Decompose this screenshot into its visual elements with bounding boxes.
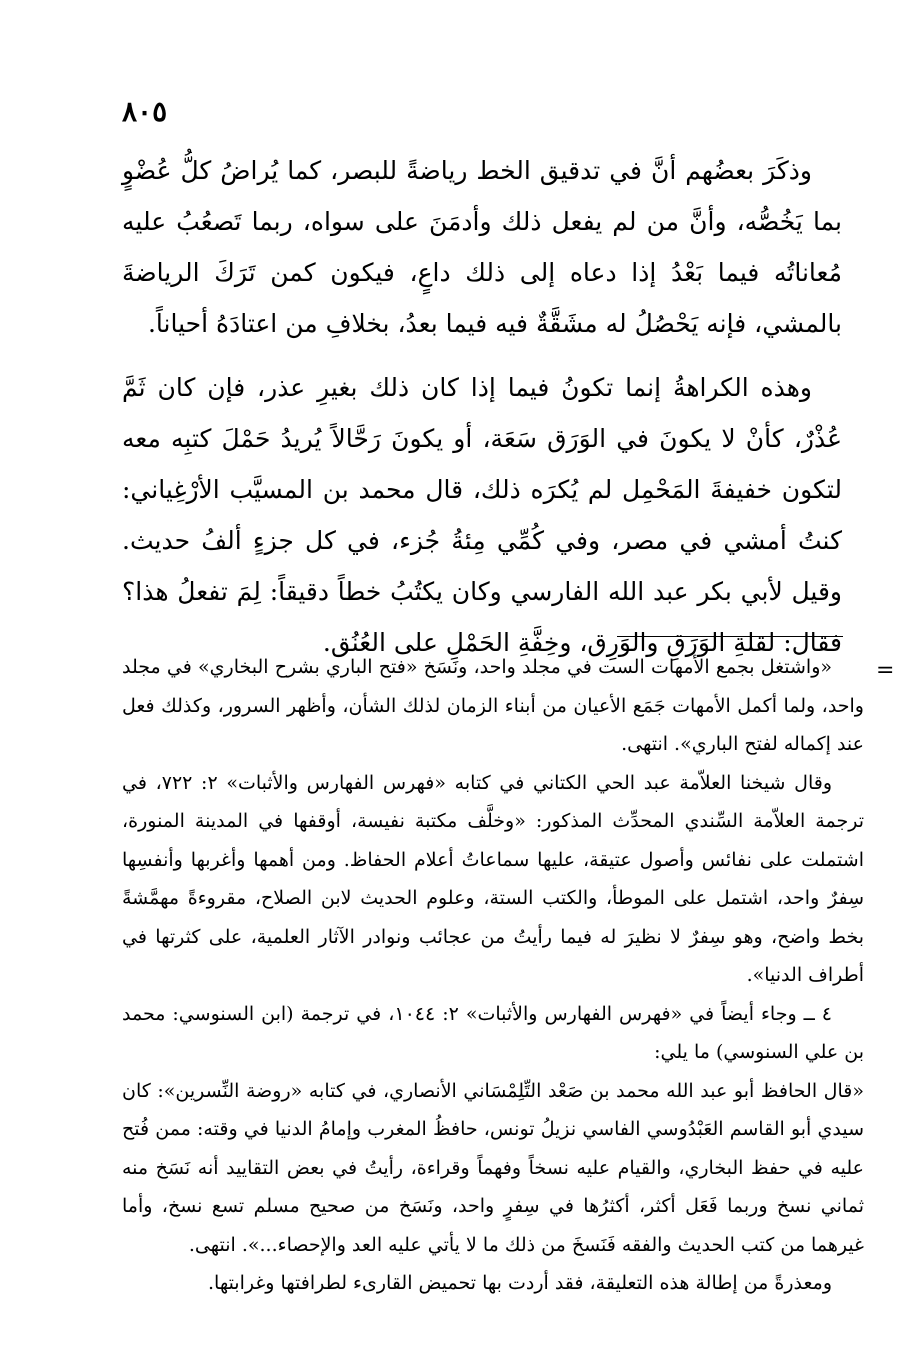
- footnote-continuation-mark: =: [876, 658, 895, 683]
- main-paragraph: وذكَرَ بعضُهم أنَّ في تدقيق الخط رياضةً للبصر، كما يُراضُ كلُّ عُضْوٍ بما يَخُصُّه، وأنَّ من لم يفعل ذلك وأدمَنَ على سواه، ربما تَصعُبُ عليه مُعاناتُه فيما بَعْدُ إذا دعاه إلى ذلك داعٍ، فيكون كمن تَرَكَ الرياضةَ بالمشي، فإنه يَحْصُلُ له مشَقَّةٌ فيه فيما بعدُ، بخلافِ من اعتادَهُ أحياناً.: [122, 156, 842, 338]
- footnote-paragraph: «واشتغل بجمع الأمهات الست في مجلد واحد، ونَسَخ «فتح الباري بشرح البخاري» في مجلد واحد، ولما أكمل الأمهات جَمَع الأعيان من أبناء الزمان لذلك الشأن، وأظهر السرور، وكذلك فعل عند إكماله لفتح الباري». انتهى.: [122, 656, 864, 755]
- footnote-paragraph: «قال الحافظ أبو عبد الله محمد بن صَعْد التِّلِمْسَاني الأنصاري، في كتابه «روضة النِّسرين»: كان سيدي أبو القاسم العَبْدُوسي الفاسي نزيلُ تونس، حافظُ المغرب وإمامُ الدنيا في وقته: ممن فُتح عليه في حفظ البخاري، والقيام عليه نسخاً وفهماً وقراءة، رأيتُ في بعض التقاييد أنه نَسَخ منه ثماني نسخ وربما فَعَل أكثر، أكثرُها في سِفرٍ واحد، ونَسَخ من صحيح مسلم تسع نسخ، وأما غيرهما من كتب الحديث والفقه فَنَسخَ من ذلك ما لا يأتي عليه العد والإحصاء...». انتهى.: [122, 1079, 864, 1256]
- footnote-paragraph: ٤ ــ وجاء أيضاً في «فهرس الفهارس والأثبات» ٢: ١٠٤٤، في ترجمة (ابن السنوسي: محمد بن علي السنوسي) ما يلي:: [122, 1002, 864, 1063]
- footnote-paragraph: ومعذرةً من إطالة هذه التعليقة، فقد أردت بها تحميض القارىء لطرافتها وغرابتها.: [207, 1272, 832, 1294]
- footnote-separator: [617, 636, 843, 637]
- page-number: ٨٠٥: [122, 95, 168, 128]
- footnotes-block: [122, 648, 864, 1303]
- main-text-block-1: [122, 145, 842, 349]
- main-text-block-2: [122, 362, 842, 668]
- main-paragraph: وهذه الكراهةُ إنما تكونُ فيما إذا كان ذلك بغيرِ عذر، فإن كان ثَمَّ عُذْرٌ، كأنْ لا يكونَ في الوَرَق سَعَة، أو يكونَ رَحَّالاً يُريدُ حَمْلَ كتبِه معه لتكون خفيفةَ المَحْمِل لم يُكرَه ذلك، قال محمد بن المسيَّب الأرْغِياني: كنتُ أمشي في مصر، وفي كُمِّي مِئةُ جُزء، في كل جزءٍ ألفُ حديث. وقيل لأبي بكر عبد الله الفارسي وكان يكتُبُ خطاً دقيقاً: لِمَ تفعلُ هذا؟ فقال: لقلةِ الوَرَقِ والوَرِق، وخِفَّةِ الحَمْلِ على العُنُق.: [122, 373, 842, 657]
- footnote-paragraph: وقال شيخنا العلاّمة عبد الحي الكتاني في كتابه «فهرس الفهارس والأثبات» ٢: ٧٢٢، في ترجمة العلاّمة السِّندي المحدِّث المذكور: «وخلَّف مكتبة نفيسة، أوقفها في المدينة المنورة، اشتملت على نفائس وأصول عتيقة، عليها سماعاتُ أعلام الحفاظ. ومن أهمها وأغربها وأنفسِها سِفرٌ واحد، اشتمل على الموطأ، والكتب الستة، وعلوم الحديث لابن الصلاح، مقروءةً مهمَّشةً بخط واضح، وهو سِفرٌ لا نظيرَ له فيما رأيتُ من عجائب ونوادر الآثار العلمية، على كثرتها في أطراف الدنيا».: [122, 771, 864, 986]
